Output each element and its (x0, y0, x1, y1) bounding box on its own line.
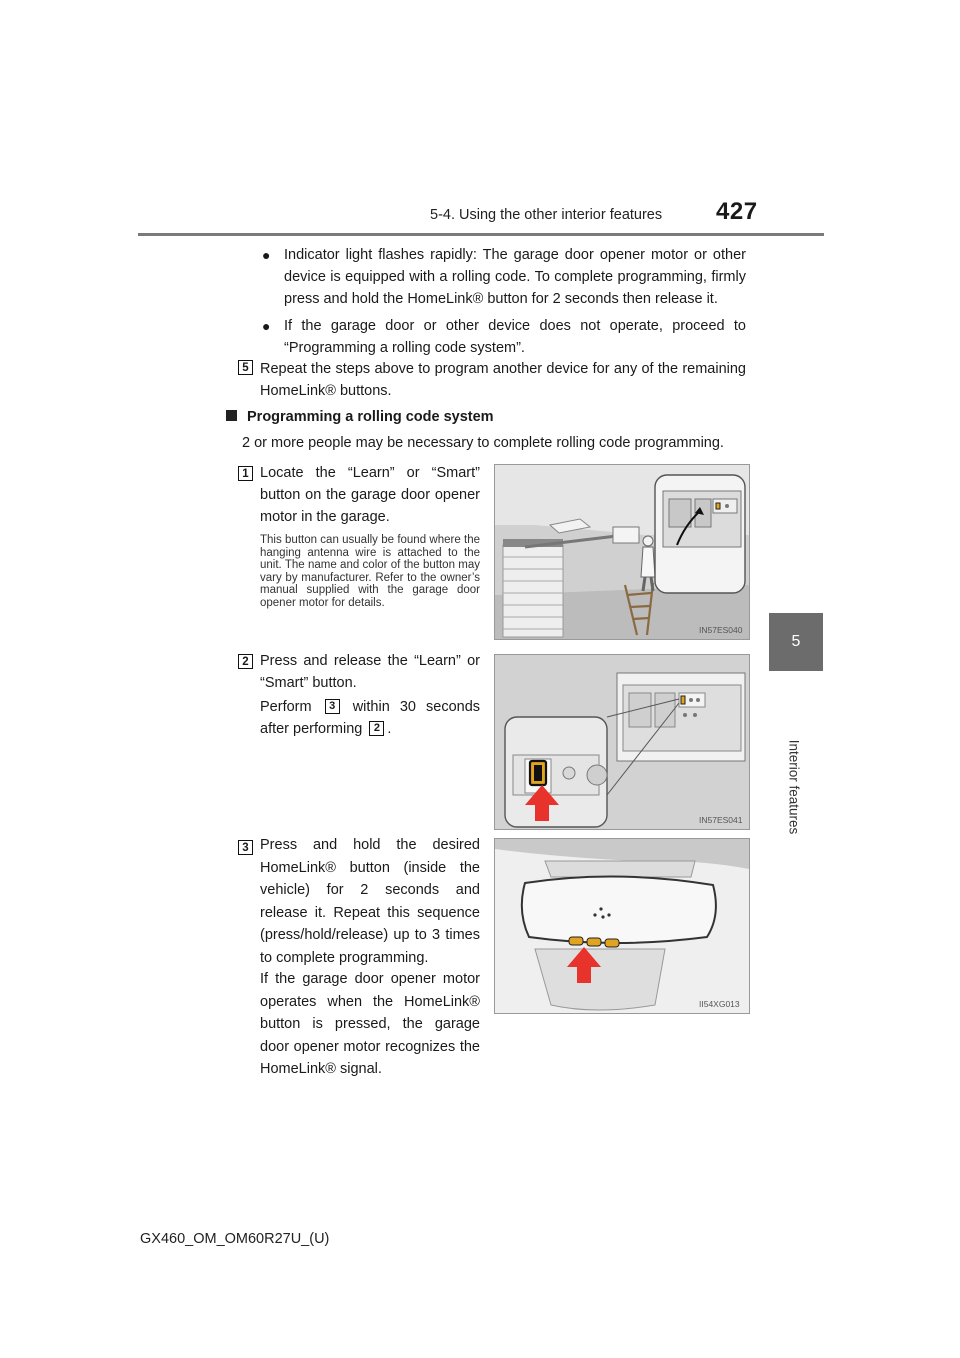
running-header-section: 5-4. Using the other interior features (430, 207, 663, 223)
step-3-text: Press and hold the desired HomeLink® button (inside the vehicle) for 2 seconds and release it. Repeat this sequence (press/hold/release) up to 3 times to complete programming. (260, 837, 480, 966)
chapter-tab (769, 613, 823, 671)
rearview-mirror-drawing (495, 839, 749, 1013)
bullet-list (262, 244, 746, 359)
section-heading: Programming a rolling code system (226, 406, 494, 428)
step-ref-badge: 2 (369, 721, 384, 736)
step-1-text: Locate the “Learn” or “Smart” button on the garage door opener motor in the garage. (260, 465, 480, 525)
step-3-note: If the garage door opener motor operates when the HomeLink® button is pressed, the garage door opener motor recognizes the HomeLink® signal. (260, 971, 480, 1077)
heading-square-icon (226, 410, 237, 421)
step-ref-badge: 3 (325, 699, 340, 714)
bullet-text: Indicator light flashes rapidly: The garage door opener motor or other device is equipped with a rolling code. To complete programming, firmly press and hold the HomeLink® button for 2 seconds then release it. (284, 247, 746, 307)
step-2-line1: Press and release the “Learn” or “Smart” button. (260, 653, 480, 691)
bullet-item (262, 315, 746, 359)
bullet-item (262, 244, 746, 310)
chapter-number: 5 (791, 633, 801, 650)
chapter-label: Interior features (786, 739, 802, 835)
garage-opener-illustration (494, 464, 750, 640)
step-2-line2: Perform 3 within 30 seconds after performing 2 . (260, 699, 481, 737)
bullet-marker: ● (262, 318, 271, 334)
page-number: 427 (716, 198, 758, 225)
homelink-mirror-illustration (494, 838, 750, 1014)
step-number-badge: 2 (238, 654, 253, 669)
bullet-marker: ● (262, 247, 271, 263)
step-2-text (260, 650, 480, 740)
figure-code: II54XG013 (699, 999, 740, 1009)
figure-code: IN57ES041 (699, 815, 743, 825)
document-code: GX460_OM_OM60R27U_(U) (140, 1231, 330, 1247)
opener-motor-drawing (495, 655, 749, 829)
step-5-text: Repeat the steps above to program another device for any of the remaining HomeLink® buttons. (260, 361, 746, 399)
step-1-note: This button can usually be found where the hanging antenna wire is attached to the unit. The name and color of the button may vary by manufacturer. Refer to the owner’s manual supplied with the garage door opener motor for details. (260, 534, 480, 609)
garage-scene-drawing (495, 465, 749, 639)
step-number-badge: 1 (238, 466, 253, 481)
step-number-badge: 3 (238, 840, 253, 855)
bullet-text: If the garage door or other device does not operate, proceed to “Programming a rolling code system”. (284, 318, 746, 356)
section-intro: 2 or more people may be necessary to complete rolling code programming. (242, 435, 724, 451)
learn-button-illustration (494, 654, 750, 830)
step-number-badge: 5 (238, 360, 253, 375)
figure-code: IN57ES040 (699, 625, 743, 635)
header-divider (138, 233, 824, 236)
